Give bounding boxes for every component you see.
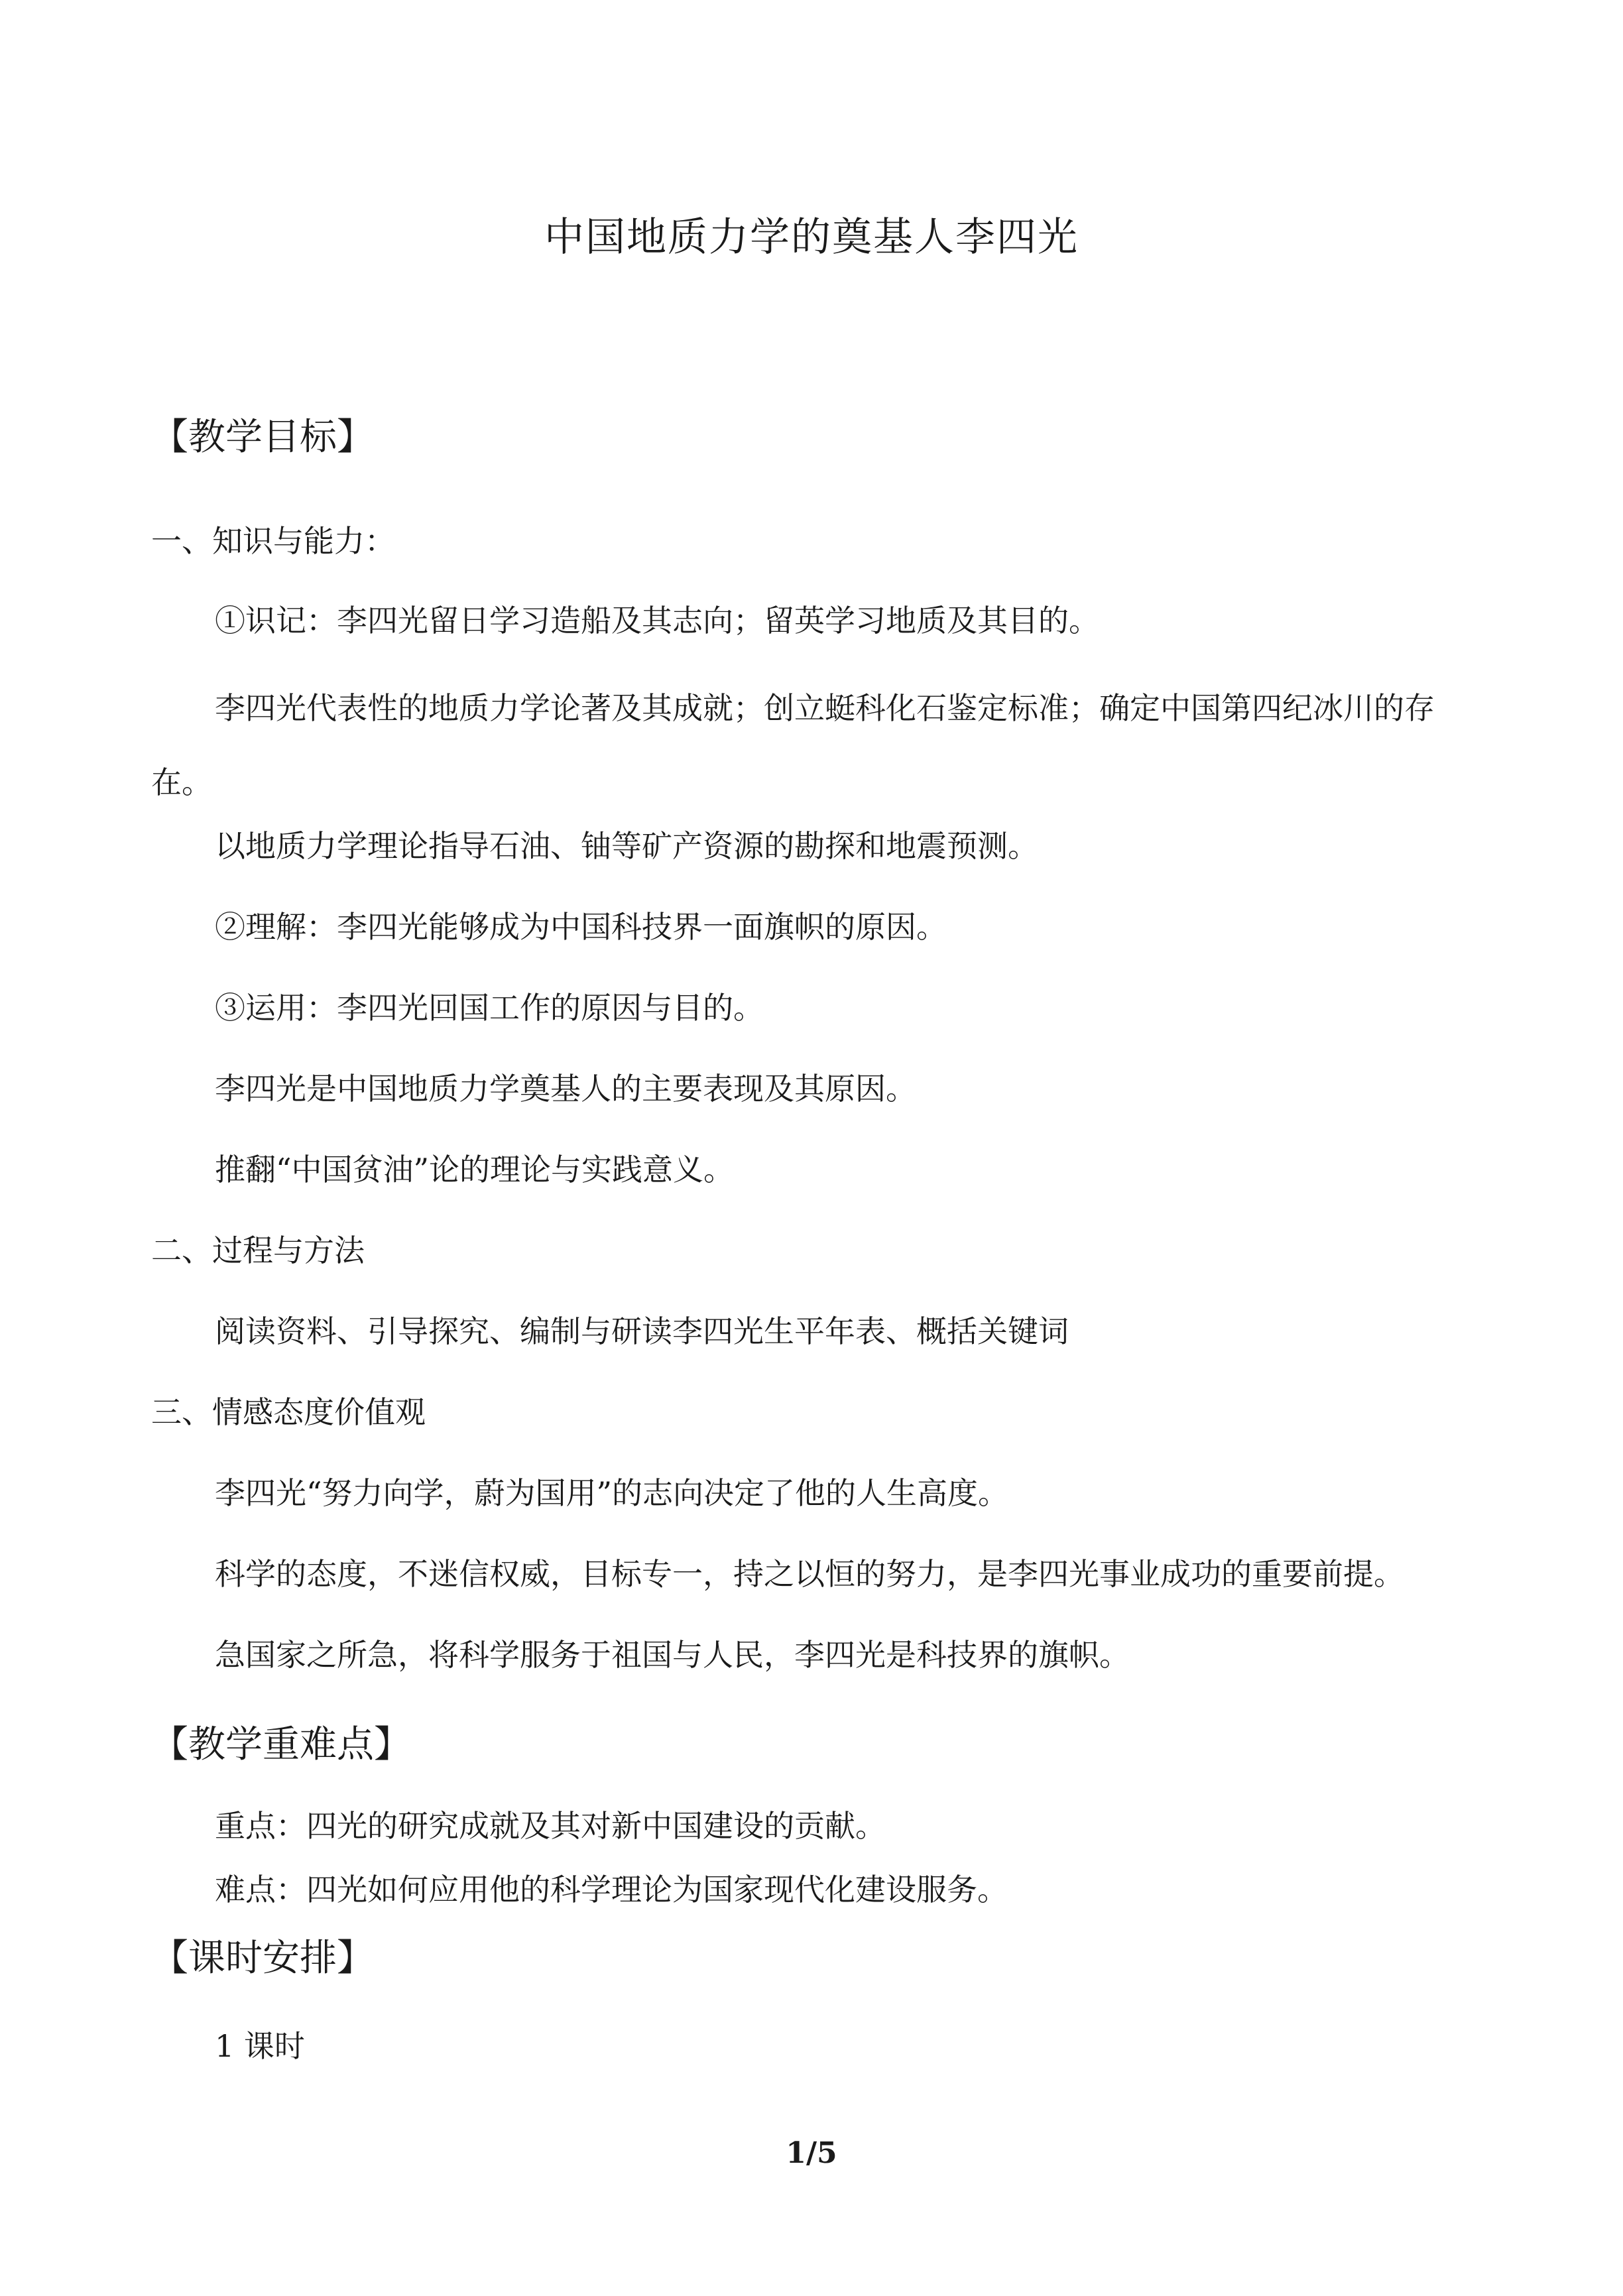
paragraph: 李四光“努力向学，蔚为国用”的志向决定了他的人生高度。 [215, 1475, 1009, 1511]
paragraph: 重点：四光的研究成就及其对新中国建设的贡献。 [215, 1808, 886, 1844]
subsection-values: 三、情感态度价值观 [151, 1394, 426, 1430]
paragraph: ③运用：李四光回国工作的原因与目的。 [215, 990, 764, 1026]
paragraph: 科学的态度，不迷信权威，目标专一，持之以恒的努力，是李四光事业成功的重要前提。 [215, 1556, 1404, 1592]
page-number: 1/5 [786, 2136, 837, 2170]
paragraph: ①识记：李四光留日学习造船及其志向；留英学习地质及其目的。 [215, 603, 1099, 638]
paragraph: 难点：四光如何应用他的科学理论为国家现代化建设服务。 [215, 1872, 1008, 1907]
section-heading-schedule: 【课时安排】 [151, 1937, 374, 1980]
paragraph: 推翻“中国贫油”论的理论与实践意义。 [215, 1152, 735, 1187]
paragraph: 李四光是中国地质力学奠基人的主要表现及其原因。 [215, 1071, 916, 1107]
subsection-knowledge-ability: 一、知识与能力： [151, 523, 395, 559]
paragraph: 阅读资料、引导探究、编制与研读李四光生平年表、概括关键词 [215, 1313, 1069, 1349]
paragraph: 急国家之所急，将科学服务于祖国与人民，李四光是科技界的旗帜。 [215, 1637, 1130, 1673]
paragraph: 以地质力学理论指导石油、铀等矿产资源的勘探和地震预测。 [215, 828, 1038, 864]
paragraph: 1 课时 [215, 2028, 305, 2064]
paragraph-wrapped: 李四光代表性的地质力学论著及其成就；创立蜓科化石鉴定标准；确定中国第四纪冰川的存在。 [151, 690, 1435, 800]
subsection-process-method: 二、过程与方法 [151, 1233, 365, 1268]
paragraph: ②理解：李四光能够成为中国科技界一面旗帜的原因。 [215, 909, 947, 945]
document-title: 中国地质力学的奠基人李四光 [544, 214, 1079, 261]
section-heading-key-points: 【教学重难点】 [151, 1723, 411, 1766]
section-heading-teaching-goals: 【教学目标】 [151, 416, 374, 459]
